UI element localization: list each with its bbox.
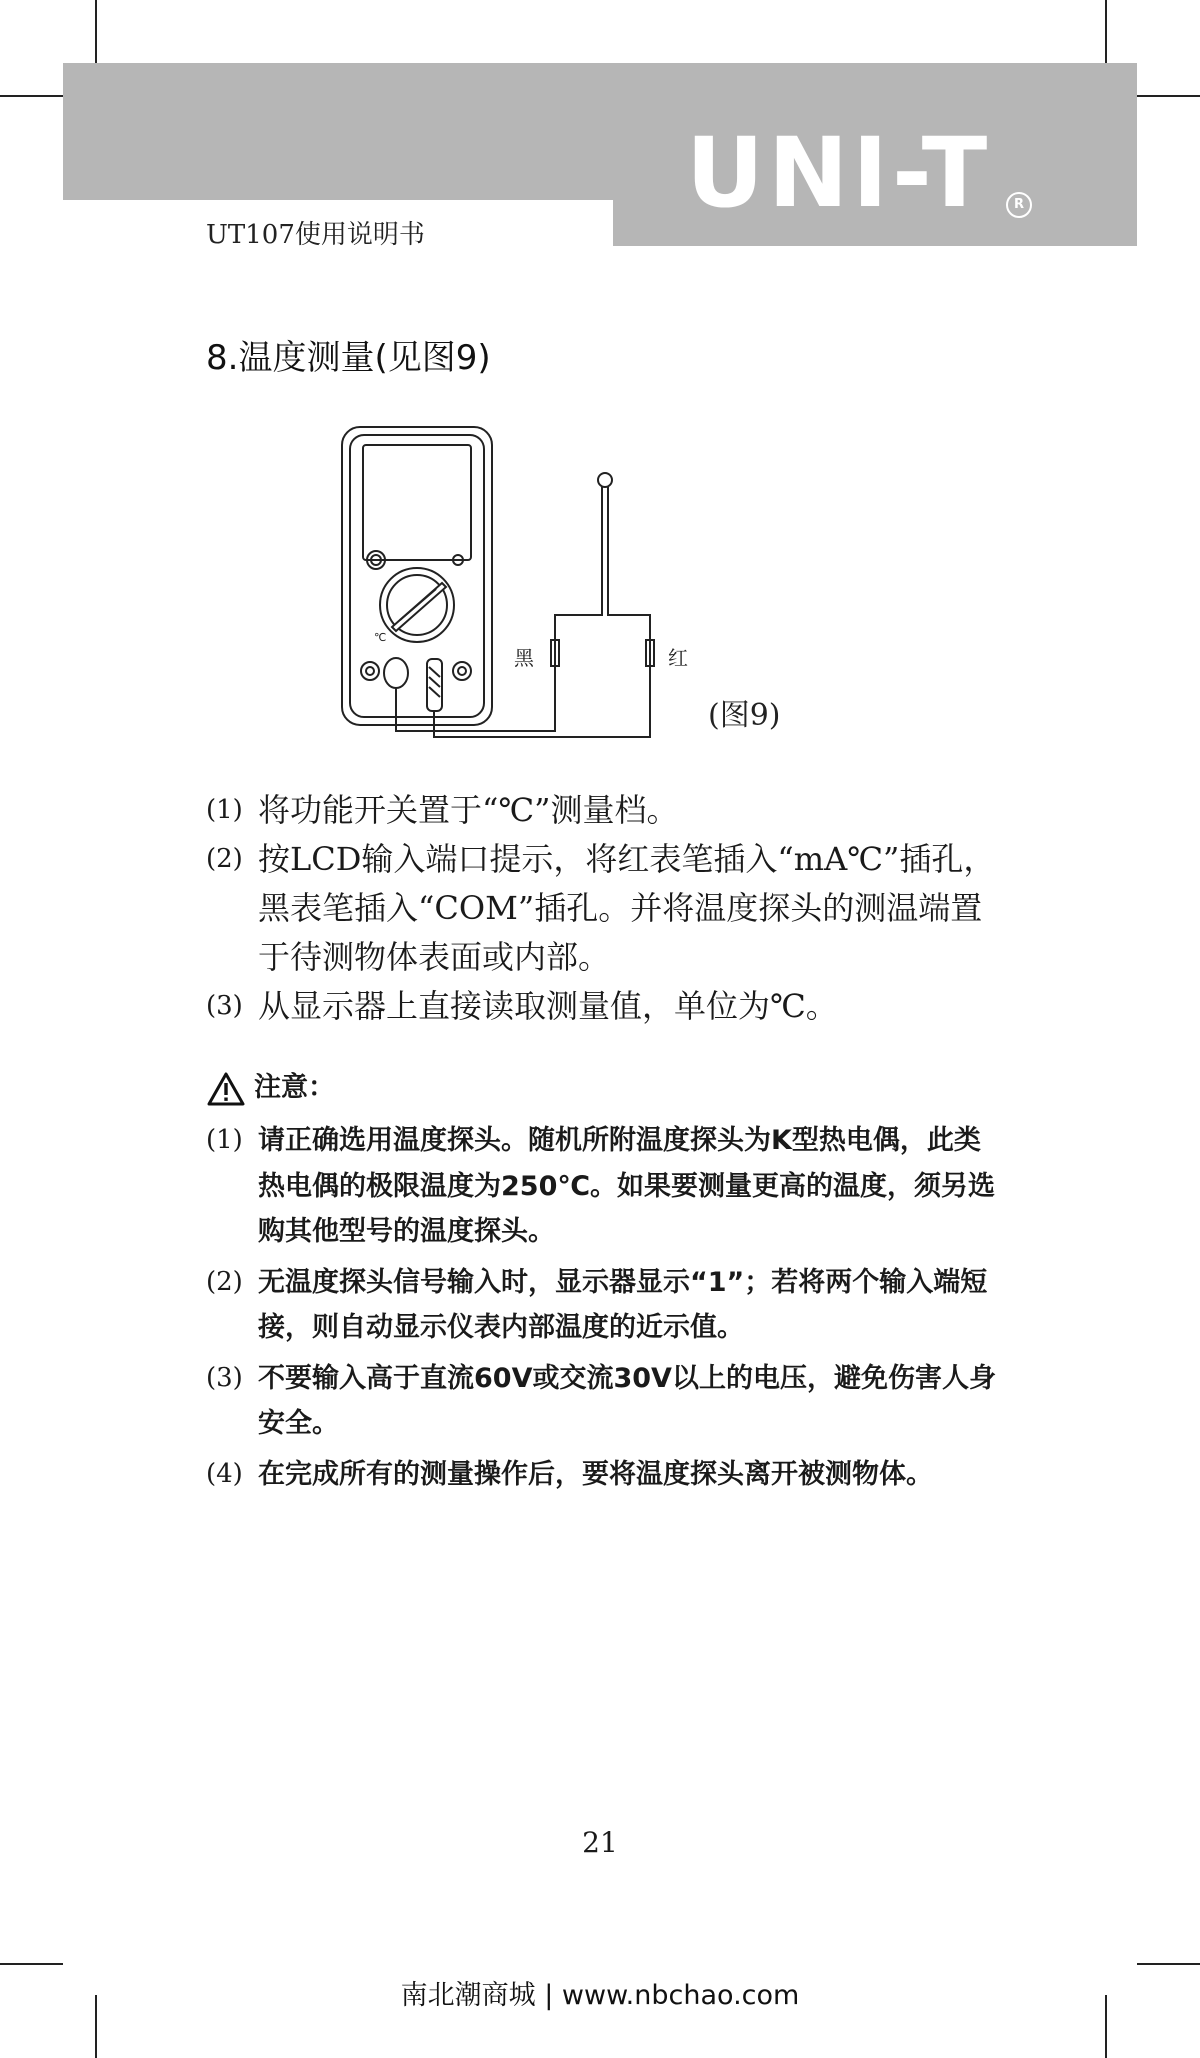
footer-source: 南北潮商城 | www.nbchao.com	[400, 1980, 800, 2011]
crop-mark	[0, 1963, 63, 1965]
note-number: (2)	[206, 1266, 243, 1297]
note-number: (4)	[206, 1458, 243, 1489]
notes-list	[206, 1118, 1006, 1502]
step-text: 将功能开关置于“℃”测量档。	[258, 791, 679, 829]
probe-tip-icon	[598, 473, 612, 487]
note-item	[206, 1260, 1006, 1351]
note-number: (1)	[206, 1125, 243, 1155]
crop-mark	[1137, 1963, 1200, 1965]
note-text: 不要输入高于直流60V或交流30V以上的电压，避免伤害人身安全。	[258, 1362, 996, 1439]
note-item	[206, 1452, 1006, 1498]
red-label: 红	[668, 646, 688, 670]
crop-mark	[1137, 95, 1200, 97]
jack	[361, 662, 379, 680]
step-item	[206, 835, 1006, 982]
note-item	[206, 1118, 1006, 1255]
step-number: (1)	[206, 795, 243, 825]
note-text: 请正确选用温度探头。随机所附温度探头为K型热电偶，此类热电偶的极限温度为250℃。如果要测量更高的温度，须另选购其他型号的温度探头。	[258, 1125, 996, 1247]
jack-com	[384, 658, 408, 688]
page-number: 21	[582, 1826, 618, 1859]
crop-mark	[0, 95, 63, 97]
figure-caption: (图9)	[708, 698, 781, 733]
brand-logo: UNI-T	[686, 117, 992, 229]
note-number: (3)	[206, 1362, 243, 1393]
step-number: (3)	[206, 991, 243, 1021]
note-text: 无温度探头信号输入时，显示器显示“1”；若将两个输入端短接，则自动显示仪表内部温度的近示值。	[258, 1266, 988, 1343]
section-title: 8.温度测量(见图9)	[206, 338, 491, 378]
multimeter-figure	[330, 415, 850, 750]
notes-heading-row	[206, 1065, 335, 1105]
black-label: 黑	[514, 646, 534, 670]
step-item	[206, 982, 1006, 1031]
crop-mark	[1105, 1995, 1107, 2058]
step-item	[206, 786, 1006, 835]
note-text: 在完成所有的测量操作后，要将温度探头离开被测物体。	[258, 1458, 933, 1490]
crop-mark	[1105, 0, 1107, 63]
step-text: 从显示器上直接读取测量值，单位为℃。	[258, 987, 838, 1025]
crop-mark	[95, 1995, 97, 2058]
note-item	[206, 1356, 1006, 1447]
step-text: 按LCD输入端口提示，将红表笔插入“mA℃”插孔，黑表笔插入“COM”插孔。并将温度探头的测温端置于待测物体表面或内部。	[258, 840, 996, 976]
dial-mark: ℃	[374, 631, 387, 644]
red-lead	[434, 640, 650, 737]
steps-list	[206, 786, 1006, 1031]
registered-mark: R	[1006, 192, 1032, 218]
warning-triangle-icon	[206, 1071, 246, 1107]
crop-mark	[95, 0, 97, 63]
lcd-screen	[363, 445, 471, 560]
notes-heading: 注意：	[254, 1072, 335, 1103]
step-number: (2)	[206, 844, 243, 874]
manual-title: UT107使用说明书	[206, 220, 425, 250]
